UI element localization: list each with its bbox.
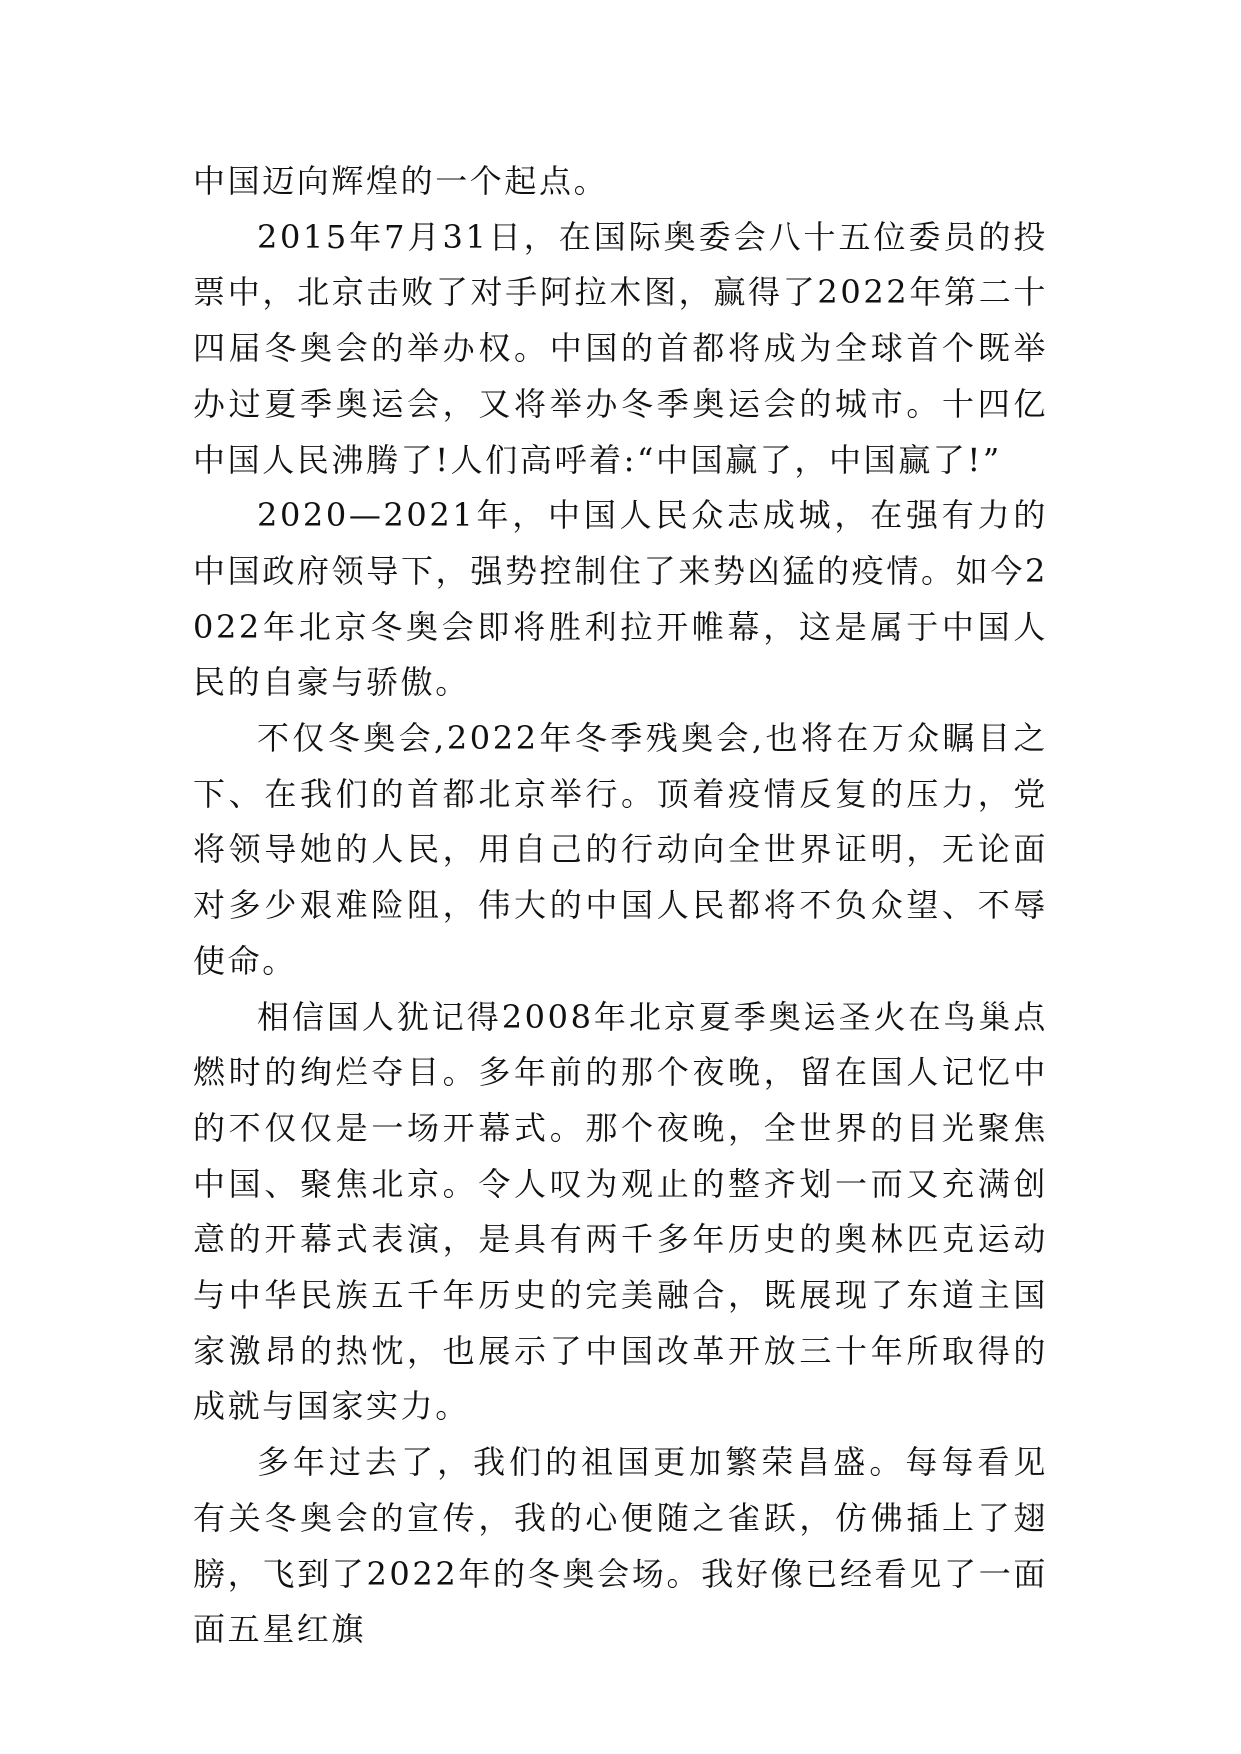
document-body <box>193 154 1048 1658</box>
paragraph-6: 多年过去了，我们的祖国更加繁荣昌盛。每每看见有关冬奥会的宣传，我的心便随之雀跃，仿佛插上了翅膀，飞到了2022年的冬奥会场。我好像已经看见了一面面五星红旗 <box>193 1443 1048 1649</box>
paragraph-5: 相信国人犹记得2008年北京夏季奥运圣火在鸟巢点燃时的绚烂夺目。多年前的那个夜晚，留在国人记忆中的不仅仅是一场开幕式。那个夜晚，全世界的目光聚焦中国、聚焦北京。令人叹为观止的整齐划一而又充满创意的开幕式表演，是具有两千多年历史的奥林匹克运动与中华民族五千年历史的完美融合，既展现了东道主国家激昂的热忱，也展示了中国改革开放三十年所取得的成就与国家实力。 <box>193 997 1048 1426</box>
paragraph-1: 中国迈向辉煌的一个起点。 <box>193 162 609 200</box>
paragraph-2: 2015年7月31日，在国际奥委会八十五位委员的投票中，北京击败了对手阿拉木图，赢得了2022年第二十四届冬奥会的举办权。中国的首都将成为全球首个既举办过夏季奥运会，又将举办冬季奥运会的城市。十四亿中国人民沸腾了!人们高呼着:“中国赢了，中国赢了!” <box>193 217 1048 479</box>
paragraph-4: 不仅冬奥会,2022年冬季残奥会,也将在万众瞩目之下、在我们的首都北京举行。顶着疫情反复的压力，党将领导她的人民，用自己的行动向全世界证明，无论面对多少艰难险阻，伟大的中国人民都将不负众望、不辱使命。 <box>193 719 1048 980</box>
paragraph-3: 2020—2021年，中国人民众志成城，在强有力的中国政府领导下，强势控制住了来势凶猛的疫情。如今2022年北京冬奥会即将胜利拉开帷幕，这是属于中国人民的自豪与骄傲。 <box>193 496 1048 702</box>
